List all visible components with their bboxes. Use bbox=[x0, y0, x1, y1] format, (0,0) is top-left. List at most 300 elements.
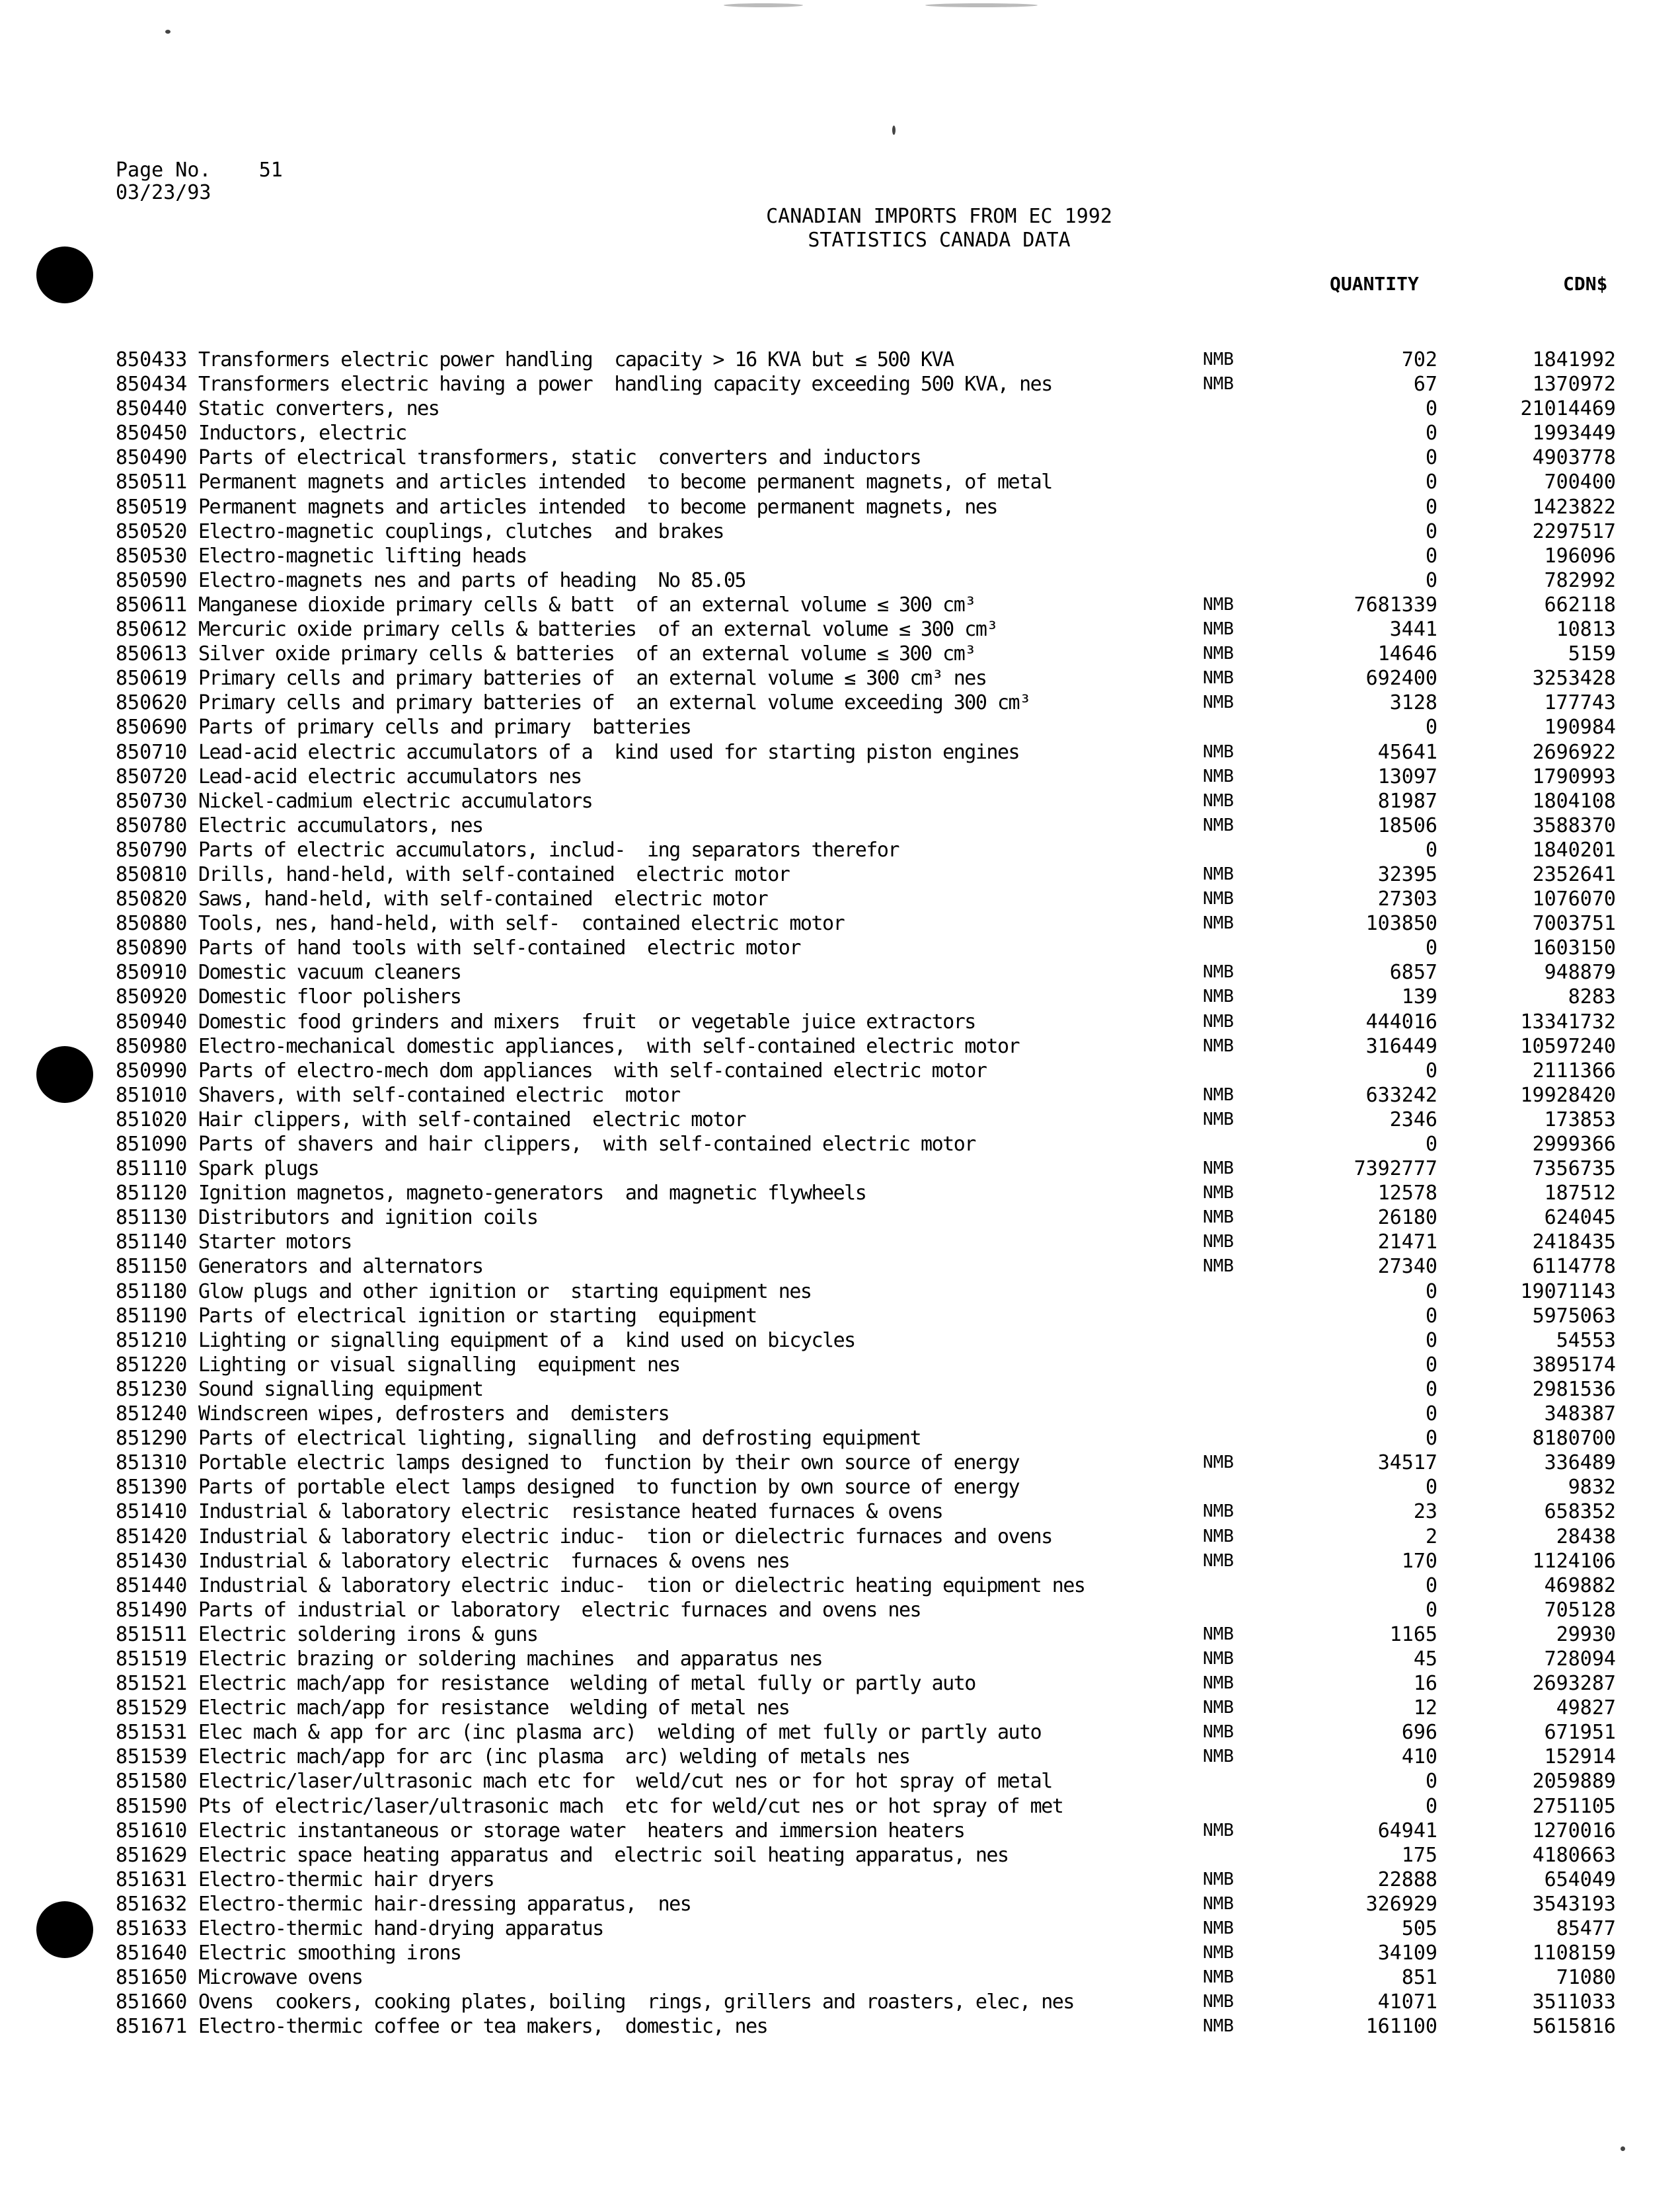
commodity-description: Drills, hand-held, with self-contained electric motor bbox=[198, 862, 790, 886]
commodity-description: Hair clippers, with self-contained electric motor bbox=[198, 1108, 746, 1131]
unit-of-measure: NMB bbox=[1203, 889, 1234, 909]
commodity-description: Tools, nes, hand-held, with self- contained electric motor bbox=[198, 912, 845, 936]
table-row bbox=[116, 1549, 1616, 1573]
unit-of-measure: NMB bbox=[1203, 815, 1234, 835]
hs-code: 850990 bbox=[116, 1059, 188, 1082]
unit-of-measure: NMB bbox=[1203, 913, 1234, 934]
commodity-description: Electric smoothing irons bbox=[198, 1942, 461, 1965]
cdn-dollar-value: 9832 bbox=[1568, 1476, 1616, 1499]
cdn-dollar-value: 2059889 bbox=[1532, 1770, 1616, 1794]
quantity-value: 0 bbox=[1425, 1427, 1437, 1451]
hs-code: 851529 bbox=[116, 1696, 188, 1720]
commodity-description: Ignition magnetos, magneto-generators and magnetic flywheels bbox=[198, 1182, 866, 1205]
table-row bbox=[116, 1205, 1616, 1230]
commodity-description: Electric mach/app for resistance welding of metal nes bbox=[198, 1696, 790, 1720]
hs-code: 851531 bbox=[116, 1721, 188, 1745]
quantity-value: 1165 bbox=[1389, 1622, 1437, 1646]
cdn-dollar-value: 8180700 bbox=[1532, 1427, 1616, 1451]
table-row bbox=[116, 397, 1616, 421]
quantity-value: 633242 bbox=[1365, 1083, 1437, 1107]
cdn-dollar-value: 1841992 bbox=[1532, 348, 1616, 371]
unit-of-measure: NMB bbox=[1203, 1648, 1234, 1669]
quantity-value: 326929 bbox=[1365, 1892, 1437, 1916]
quantity-value: 0 bbox=[1425, 936, 1437, 960]
hs-code: 851230 bbox=[116, 1377, 188, 1401]
hs-code: 850519 bbox=[116, 495, 188, 519]
unit-of-measure: NMB bbox=[1203, 790, 1234, 811]
commodity-description: Generators and alternators bbox=[198, 1255, 483, 1279]
quantity-value: 18506 bbox=[1377, 813, 1437, 837]
quantity-value: 0 bbox=[1425, 1059, 1437, 1082]
cdn-dollar-value: 2981536 bbox=[1532, 1377, 1616, 1401]
table-row bbox=[116, 1573, 1616, 1598]
table-row bbox=[116, 519, 1616, 544]
quantity-value: 0 bbox=[1425, 1770, 1437, 1794]
quantity-value: 0 bbox=[1425, 1279, 1437, 1303]
table-row bbox=[116, 617, 1616, 642]
table-row bbox=[116, 862, 1616, 887]
commodity-description: Pts of electric/laser/ultrasonic mach etc for weld/cut nes or hot spray of met bbox=[198, 1794, 1063, 1818]
unit-of-measure: NMB bbox=[1203, 1698, 1234, 1718]
hs-code: 851629 bbox=[116, 1843, 188, 1867]
hs-code: 851190 bbox=[116, 1304, 188, 1328]
hs-code: 851210 bbox=[116, 1328, 188, 1352]
unit-of-measure: NMB bbox=[1203, 1722, 1234, 1743]
quantity-value: 0 bbox=[1425, 838, 1437, 862]
cdn-dollar-value: 1270016 bbox=[1532, 1819, 1616, 1842]
unit-of-measure: NMB bbox=[1203, 1673, 1234, 1694]
hs-code: 850620 bbox=[116, 691, 188, 715]
commodity-description: Windscreen wipes, defrosters and demisters bbox=[198, 1402, 669, 1426]
commodity-description: Electric space heating apparatus and electric soil heating apparatus, nes bbox=[198, 1843, 1009, 1867]
quantity-value: 7681339 bbox=[1354, 593, 1437, 617]
cdn-dollar-value: 6114778 bbox=[1532, 1255, 1616, 1279]
cdn-dollar-value: 662118 bbox=[1544, 593, 1616, 617]
table-row bbox=[116, 936, 1616, 960]
cdn-dollar-value: 782992 bbox=[1544, 568, 1616, 592]
hs-code: 851631 bbox=[116, 1868, 188, 1891]
commodity-description: Portable electric lamps designed to function by their own source of energy bbox=[198, 1451, 1020, 1475]
table-row bbox=[116, 1402, 1616, 1426]
table-row bbox=[116, 740, 1616, 765]
hs-code: 850450 bbox=[116, 422, 188, 445]
unit-of-measure: NMB bbox=[1203, 1158, 1234, 1179]
table-row bbox=[116, 1868, 1616, 1892]
hs-code: 850690 bbox=[116, 716, 188, 739]
cdn-dollar-value: 1840201 bbox=[1532, 838, 1616, 862]
cdn-dollar-value: 348387 bbox=[1544, 1402, 1616, 1426]
commodity-description: Primary cells and primary batteries of an external volume exceeding 300 cm³ bbox=[198, 691, 1030, 715]
table-row bbox=[116, 1794, 1616, 1819]
commodity-description: Shavers, with self-contained electric motor bbox=[198, 1083, 680, 1107]
table-row bbox=[116, 1720, 1616, 1745]
commodity-description: Electro-magnetic couplings, clutches and brakes bbox=[198, 519, 724, 543]
hs-code: 851020 bbox=[116, 1108, 188, 1131]
quantity-value: 0 bbox=[1425, 1353, 1437, 1377]
quantity-value: 3128 bbox=[1389, 691, 1437, 715]
quantity-value: 0 bbox=[1425, 495, 1437, 519]
quantity-value: 12578 bbox=[1377, 1182, 1437, 1205]
table-row bbox=[116, 1451, 1616, 1475]
hs-code: 851650 bbox=[116, 1966, 188, 1990]
table-row bbox=[116, 1892, 1616, 1916]
table-row bbox=[116, 1010, 1616, 1034]
unit-of-measure: NMB bbox=[1203, 1256, 1234, 1277]
commodity-description: Microwave ovens bbox=[198, 1966, 363, 1990]
cdn-dollar-value: 7003751 bbox=[1532, 912, 1616, 936]
table-row bbox=[116, 1304, 1616, 1328]
unit-of-measure: NMB bbox=[1203, 987, 1234, 1007]
table-row bbox=[116, 1254, 1616, 1279]
cdn-dollar-value: 5615816 bbox=[1532, 2015, 1616, 2039]
table-row bbox=[116, 1843, 1616, 1868]
table-row bbox=[116, 372, 1616, 397]
hs-code: 850730 bbox=[116, 789, 188, 813]
punch-hole bbox=[36, 246, 93, 303]
commodity-description: Mercuric oxide primary cells & batteries of an external volume ≤ 300 cm³ bbox=[198, 618, 997, 642]
unit-of-measure: NMB bbox=[1203, 1011, 1234, 1032]
quantity-value: 2 bbox=[1425, 1525, 1437, 1548]
quantity-value: 23 bbox=[1413, 1500, 1437, 1524]
commodity-description: Industrial & laboratory electric furnaces & ovens nes bbox=[198, 1549, 790, 1573]
quantity-value: 316449 bbox=[1365, 1034, 1437, 1058]
quantity-value: 0 bbox=[1425, 397, 1437, 421]
commodity-description: Permanent magnets and articles intended to become permanent magnets, of metal bbox=[198, 471, 1052, 494]
quantity-value: 139 bbox=[1401, 985, 1437, 1009]
unit-of-measure: NMB bbox=[1203, 1943, 1234, 1963]
data-table bbox=[116, 348, 1616, 2039]
quantity-value: 34109 bbox=[1377, 1942, 1437, 1965]
cdn-dollar-value: 196096 bbox=[1544, 544, 1616, 568]
table-row bbox=[116, 1671, 1616, 1696]
hs-code: 850590 bbox=[116, 568, 188, 592]
hs-code: 851610 bbox=[116, 1819, 188, 1842]
cdn-dollar-value: 152914 bbox=[1544, 1745, 1616, 1769]
punch-hole bbox=[36, 1901, 93, 1958]
unit-of-measure: NMB bbox=[1203, 1893, 1234, 1914]
table-row bbox=[116, 666, 1616, 691]
quantity-value: 692400 bbox=[1365, 667, 1437, 691]
commodity-description: Parts of hand tools with self-contained electric motor bbox=[198, 936, 800, 960]
table-row bbox=[116, 1622, 1616, 1647]
unit-of-measure: NMB bbox=[1203, 1183, 1234, 1203]
commodity-description: Electro-mechanical domestic appliances, with self-contained electric motor bbox=[198, 1034, 1020, 1058]
unit-of-measure: NMB bbox=[1203, 766, 1234, 786]
cdn-dollar-value: 3511033 bbox=[1532, 1990, 1616, 2014]
hs-code: 851110 bbox=[116, 1157, 188, 1181]
cdn-dollar-value: 10813 bbox=[1556, 618, 1616, 642]
quantity-value: 45 bbox=[1413, 1647, 1437, 1671]
quantity-value: 851 bbox=[1401, 1966, 1437, 1990]
hs-code: 851420 bbox=[116, 1525, 188, 1548]
unit-of-measure: NMB bbox=[1203, 1747, 1234, 1767]
report-date: 03/23/93 bbox=[116, 181, 211, 204]
cdn-dollar-value: 1124106 bbox=[1532, 1549, 1616, 1573]
table-row bbox=[116, 1696, 1616, 1720]
cdn-dollar-value: 705128 bbox=[1544, 1598, 1616, 1622]
hs-code: 851290 bbox=[116, 1427, 188, 1451]
hs-code: 851440 bbox=[116, 1573, 188, 1597]
hs-code: 850490 bbox=[116, 446, 188, 470]
hs-code: 851521 bbox=[116, 1672, 188, 1696]
cdn-dollar-value: 49827 bbox=[1556, 1696, 1616, 1720]
cdn-dollar-value: 1423822 bbox=[1532, 495, 1616, 519]
cdn-dollar-value: 1993449 bbox=[1532, 422, 1616, 445]
commodity-description: Lighting or signalling equipment of a kind used on bicycles bbox=[198, 1328, 855, 1352]
table-row bbox=[116, 1328, 1616, 1353]
cdn-dollar-value: 624045 bbox=[1544, 1206, 1616, 1230]
commodity-description: Industrial & laboratory electric induc- tion or dielectric heating equipment nes bbox=[198, 1573, 1085, 1597]
quantity-value: 12 bbox=[1413, 1696, 1437, 1720]
cdn-dollar-value: 5975063 bbox=[1532, 1304, 1616, 1328]
commodity-description: Parts of industrial or laboratory electric furnaces and ovens nes bbox=[198, 1598, 921, 1622]
commodity-description: Domestic floor polishers bbox=[198, 985, 461, 1009]
unit-of-measure: NMB bbox=[1203, 1501, 1234, 1522]
hs-code: 850810 bbox=[116, 862, 188, 886]
quantity-value: 0 bbox=[1425, 1304, 1437, 1328]
cdn-dollar-value: 1804108 bbox=[1532, 789, 1616, 813]
quantity-value: 0 bbox=[1425, 519, 1437, 543]
hs-code: 851580 bbox=[116, 1770, 188, 1794]
cdn-dollar-value: 4180663 bbox=[1532, 1843, 1616, 1867]
unit-of-measure: NMB bbox=[1203, 1453, 1234, 1473]
unit-of-measure: NMB bbox=[1203, 1624, 1234, 1644]
quantity-value: 170 bbox=[1401, 1549, 1437, 1573]
table-row bbox=[116, 838, 1616, 862]
hs-code: 851490 bbox=[116, 1598, 188, 1622]
scan-speck bbox=[1621, 2146, 1625, 2151]
hs-code: 851539 bbox=[116, 1745, 188, 1769]
table-row bbox=[116, 544, 1616, 568]
table-row bbox=[116, 1499, 1616, 1524]
table-row bbox=[116, 1525, 1616, 1549]
hs-code: 851240 bbox=[116, 1402, 188, 1426]
quantity-value: 175 bbox=[1401, 1843, 1437, 1867]
quantity-value: 505 bbox=[1401, 1917, 1437, 1940]
hs-code: 850880 bbox=[116, 912, 188, 936]
cdn-dollar-value: 21014469 bbox=[1520, 397, 1616, 421]
commodity-description: Parts of portable elect lamps designed to function by own source of energy bbox=[198, 1476, 1020, 1499]
unit-of-measure: NMB bbox=[1203, 2016, 1234, 2037]
unit-of-measure: NMB bbox=[1203, 1550, 1234, 1571]
quantity-value: 0 bbox=[1425, 1328, 1437, 1352]
commodity-description: Sound signalling equipment bbox=[198, 1377, 483, 1401]
cdn-dollar-value: 177743 bbox=[1544, 691, 1616, 715]
cdn-dollar-value: 1076070 bbox=[1532, 888, 1616, 911]
quantity-value: 0 bbox=[1425, 544, 1437, 568]
commodity-description: Parts of shavers and hair clippers, with self-contained electric motor bbox=[198, 1133, 975, 1156]
cdn-dollar-value: 54553 bbox=[1556, 1328, 1616, 1352]
quantity-value: 0 bbox=[1425, 1476, 1437, 1499]
hs-code: 850940 bbox=[116, 1010, 188, 1034]
cdn-dollar-value: 10597240 bbox=[1520, 1034, 1616, 1058]
quantity-value: 444016 bbox=[1365, 1010, 1437, 1034]
cdn-dollar-value: 469882 bbox=[1544, 1573, 1616, 1597]
hs-code: 851140 bbox=[116, 1230, 188, 1254]
quantity-value: 702 bbox=[1401, 348, 1437, 371]
quantity-value: 0 bbox=[1425, 1402, 1437, 1426]
commodity-description: Parts of primary cells and primary batteries bbox=[198, 716, 691, 739]
cdn-dollar-value: 28438 bbox=[1556, 1525, 1616, 1548]
table-row bbox=[116, 2014, 1616, 2039]
quantity-value: 13097 bbox=[1377, 765, 1437, 788]
commodity-description: Transformers electric having a power handling capacity exceeding 500 KVA, nes bbox=[198, 373, 1052, 397]
quantity-value: 0 bbox=[1425, 1794, 1437, 1818]
cdn-dollar-value: 654049 bbox=[1544, 1868, 1616, 1891]
quantity-value: 0 bbox=[1425, 446, 1437, 470]
hs-code: 850890 bbox=[116, 936, 188, 960]
unit-of-measure: NMB bbox=[1203, 594, 1234, 615]
quantity-value: 0 bbox=[1425, 422, 1437, 445]
hs-code: 850720 bbox=[116, 765, 188, 788]
punch-hole bbox=[36, 1046, 93, 1103]
hs-code: 851519 bbox=[116, 1647, 188, 1671]
table-row bbox=[116, 1475, 1616, 1499]
hs-code: 850619 bbox=[116, 667, 188, 691]
cdn-dollar-value: 190984 bbox=[1544, 716, 1616, 739]
quantity-value: 410 bbox=[1401, 1745, 1437, 1769]
table-row bbox=[116, 1108, 1616, 1132]
commodity-description: Parts of electro-mech dom appliances with self-contained electric motor bbox=[198, 1059, 987, 1082]
hs-code: 851632 bbox=[116, 1892, 188, 1916]
quantity-value: 0 bbox=[1425, 1377, 1437, 1401]
table-row bbox=[116, 495, 1616, 519]
cdn-dollar-value: 2751105 bbox=[1532, 1794, 1616, 1818]
unit-of-measure: NMB bbox=[1203, 1036, 1234, 1056]
hs-code: 851150 bbox=[116, 1255, 188, 1279]
quantity-value: 45641 bbox=[1377, 740, 1437, 764]
commodity-description: Electric mach/app for arc (inc plasma arc) welding of metals nes bbox=[198, 1745, 910, 1769]
hs-code: 850434 bbox=[116, 373, 188, 397]
table-row bbox=[116, 1156, 1616, 1181]
table-row bbox=[116, 593, 1616, 617]
unit-of-measure: NMB bbox=[1203, 1109, 1234, 1129]
cdn-dollar-value: 2693287 bbox=[1532, 1672, 1616, 1696]
cdn-dollar-value: 728094 bbox=[1544, 1647, 1616, 1671]
table-row bbox=[116, 421, 1616, 445]
commodity-description: Transformers electric power handling capacity > 16 KVA but ≤ 500 KVA bbox=[198, 348, 954, 371]
page-label: Page No. bbox=[116, 159, 211, 182]
commodity-description: Parts of electrical transformers, static converters and inductors bbox=[198, 446, 921, 470]
table-row bbox=[116, 1598, 1616, 1622]
unit-of-measure: NMB bbox=[1203, 1918, 1234, 1938]
cdn-dollar-value: 2352641 bbox=[1532, 862, 1616, 886]
cdn-dollar-value: 7356735 bbox=[1532, 1157, 1616, 1181]
table-row bbox=[116, 1059, 1616, 1083]
table-row bbox=[116, 470, 1616, 494]
commodity-description: Starter motors bbox=[198, 1230, 352, 1254]
cdn-dollar-value: 173853 bbox=[1544, 1108, 1616, 1131]
hs-code: 850780 bbox=[116, 813, 188, 837]
unit-of-measure: NMB bbox=[1203, 1084, 1234, 1105]
hs-code: 851010 bbox=[116, 1083, 188, 1107]
report-subtitle: STATISTICS CANADA DATA bbox=[808, 229, 1071, 252]
table-row bbox=[116, 960, 1616, 985]
quantity-value: 696 bbox=[1401, 1721, 1437, 1745]
table-row bbox=[116, 1083, 1616, 1108]
cdn-dollar-value: 187512 bbox=[1544, 1182, 1616, 1205]
quantity-value: 41071 bbox=[1377, 1990, 1437, 2014]
hs-code: 850440 bbox=[116, 397, 188, 421]
quantity-value: 32395 bbox=[1377, 862, 1437, 886]
table-row bbox=[116, 1426, 1616, 1451]
table-row bbox=[116, 1353, 1616, 1377]
table-row bbox=[116, 1745, 1616, 1769]
commodity-description: Electric brazing or soldering machines and apparatus nes bbox=[198, 1647, 823, 1671]
hs-code: 851410 bbox=[116, 1500, 188, 1524]
commodity-description: Electro-thermic hair dryers bbox=[198, 1868, 494, 1891]
table-row bbox=[116, 985, 1616, 1009]
unit-of-measure: NMB bbox=[1203, 1992, 1234, 2012]
table-row bbox=[116, 1647, 1616, 1671]
table-row bbox=[116, 1034, 1616, 1059]
commodity-description: Electro-thermic hand-drying apparatus bbox=[198, 1917, 603, 1940]
unit-of-measure: NMB bbox=[1203, 619, 1234, 640]
table-row bbox=[116, 1132, 1616, 1156]
hs-code: 850910 bbox=[116, 961, 188, 985]
cdn-dollar-value: 700400 bbox=[1544, 471, 1616, 494]
commodity-description: Parts of electrical ignition or starting equipment bbox=[198, 1304, 757, 1328]
hs-code: 850790 bbox=[116, 838, 188, 862]
commodity-description: Lead-acid electric accumulators of a kind used for starting piston engines bbox=[198, 740, 1020, 764]
cdn-dollar-value: 19071143 bbox=[1520, 1279, 1616, 1303]
table-row bbox=[116, 691, 1616, 715]
column-header-quantity: QUANTITY bbox=[1330, 273, 1419, 295]
quantity-value: 0 bbox=[1425, 568, 1437, 592]
unit-of-measure: NMB bbox=[1203, 864, 1234, 884]
commodity-description: Domestic vacuum cleaners bbox=[198, 961, 461, 985]
unit-of-measure: NMB bbox=[1203, 1526, 1234, 1546]
commodity-description: Industrial & laboratory electric resistance heated furnaces & ovens bbox=[198, 1500, 943, 1524]
quantity-value: 21471 bbox=[1377, 1230, 1437, 1254]
unit-of-measure: NMB bbox=[1203, 1869, 1234, 1889]
hs-code: 851511 bbox=[116, 1622, 188, 1646]
table-row bbox=[116, 765, 1616, 789]
quantity-value: 27303 bbox=[1377, 888, 1437, 911]
table-row bbox=[116, 1819, 1616, 1843]
hs-code: 850530 bbox=[116, 544, 188, 568]
table-row bbox=[116, 887, 1616, 911]
cdn-dollar-value: 2297517 bbox=[1532, 519, 1616, 543]
scan-speck bbox=[892, 126, 896, 135]
commodity-description: Ovens cookers, cooking plates, boiling rings, grillers and roasters, elec, nes bbox=[198, 1990, 1074, 2014]
commodity-description: Parts of electrical lighting, signalling and defrosting equipment bbox=[198, 1427, 921, 1451]
table-row bbox=[116, 1965, 1616, 1990]
unit-of-measure: NMB bbox=[1203, 644, 1234, 664]
cdn-dollar-value: 71080 bbox=[1556, 1966, 1616, 1990]
cdn-dollar-value: 1370972 bbox=[1532, 373, 1616, 397]
unit-of-measure: NMB bbox=[1203, 668, 1234, 689]
cdn-dollar-value: 671951 bbox=[1544, 1721, 1616, 1745]
cdn-dollar-value: 1603150 bbox=[1532, 936, 1616, 960]
quantity-value: 0 bbox=[1425, 1573, 1437, 1597]
quantity-value: 103850 bbox=[1365, 912, 1437, 936]
commodity-description: Lead-acid electric accumulators nes bbox=[198, 765, 582, 788]
quantity-value: 161100 bbox=[1365, 2015, 1437, 2039]
commodity-description: Saws, hand-held, with self-contained electric motor bbox=[198, 888, 768, 911]
cdn-dollar-value: 8283 bbox=[1568, 985, 1616, 1009]
quantity-value: 67 bbox=[1413, 373, 1437, 397]
hs-code: 851671 bbox=[116, 2015, 188, 2039]
commodity-description: Manganese dioxide primary cells & batt of an external volume ≤ 300 cm³ bbox=[198, 593, 975, 617]
cdn-dollar-value: 3588370 bbox=[1532, 813, 1616, 837]
quantity-value: 16 bbox=[1413, 1672, 1437, 1696]
table-row bbox=[116, 1916, 1616, 1941]
commodity-description: Primary cells and primary batteries of an external volume ≤ 300 cm³ nes bbox=[198, 667, 987, 691]
quantity-value: 27340 bbox=[1377, 1255, 1437, 1279]
hs-code: 851090 bbox=[116, 1133, 188, 1156]
commodity-description: Electro-magnetic lifting heads bbox=[198, 544, 527, 568]
